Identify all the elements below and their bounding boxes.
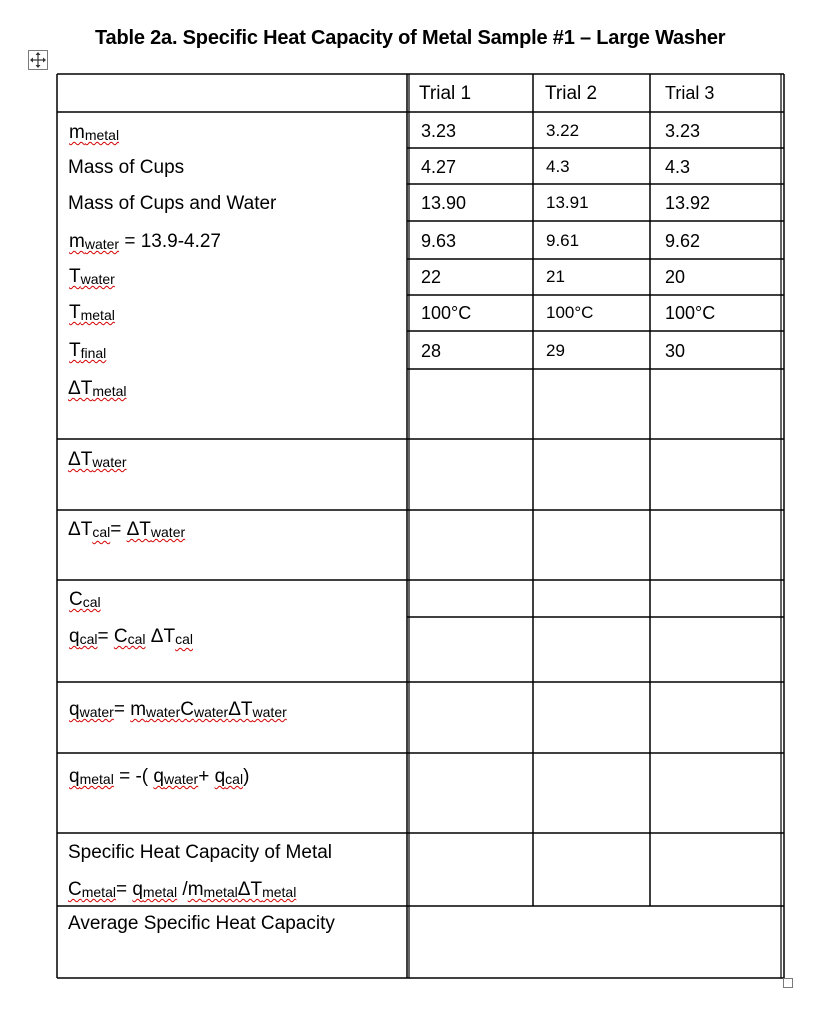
cell-t-water-1: 22 (421, 267, 442, 287)
table-move-handle[interactable] (28, 50, 48, 70)
cell-mass-cups-2: 4.3 (546, 157, 570, 176)
cell-t-metal-1: 100°C (421, 303, 472, 323)
cell-m-water-1: 9.63 (421, 231, 457, 251)
cell-m-metal-1: 3.23 (421, 121, 457, 141)
cell-t-final-3: 30 (665, 341, 686, 361)
cell-t-final-2: 29 (546, 341, 565, 360)
label-m-water: mwater = 13.9-4.27 (69, 231, 222, 252)
cell-mass-cups-water-1: 13.90 (421, 193, 467, 213)
label-dt-water: ΔTwater (68, 449, 127, 470)
cell-mass-cups-3: 4.3 (665, 157, 691, 177)
cell-mass-cups-water-3: 13.92 (665, 193, 711, 213)
label-q-cal: qcal= Ccal ΔTcal (69, 626, 193, 647)
cell-t-water-2: 21 (546, 267, 565, 286)
label-q-metal: qmetal = -( qwater+ qcal) (69, 766, 250, 787)
cell-m-water-3: 9.62 (665, 231, 701, 251)
cell-mass-cups-water-2: 13.91 (546, 193, 589, 212)
cell-m-metal-2: 3.22 (546, 121, 580, 140)
label-m-metal: mmetal (69, 122, 120, 143)
cell-mass-cups-1: 4.27 (421, 157, 457, 177)
label-t-water: Twater (69, 266, 115, 287)
label-average: Average Specific Heat Capacity (68, 913, 335, 934)
header-trial-1: Trial 1 (419, 83, 472, 104)
cell-t-final-1: 28 (421, 341, 442, 361)
table-title: Table 2a. Specific Heat Capacity of Metal Sample #1 – Large Washer (95, 27, 726, 49)
cell-m-water-2: 9.61 (546, 231, 580, 250)
move-arrows-icon (29, 51, 47, 69)
table-resize-handle[interactable] (783, 978, 793, 988)
label-dt-metal: ΔTmetal (68, 378, 127, 399)
cell-t-metal-2: 100°C (546, 303, 594, 322)
label-mass-cups-water: Mass of Cups and Water (68, 193, 277, 214)
label-dt-cal: ΔTcal= ΔTwater (68, 519, 186, 540)
label-c-metal: Cmetal= qmetal /mmetalΔTmetal (68, 879, 297, 900)
label-t-final: Tfinal (69, 340, 107, 361)
label-mass-of-cups: Mass of Cups (68, 157, 185, 178)
label-specific-heat: Specific Heat Capacity of Metal (68, 842, 333, 863)
header-trial-2: Trial 2 (545, 83, 598, 104)
label-t-metal: Tmetal (69, 302, 115, 323)
label-c-cal: Ccal (69, 589, 101, 610)
header-trial-3: Trial 3 (665, 83, 715, 103)
label-q-water: qwater= mwaterCwaterΔTwater (69, 699, 287, 720)
cell-t-metal-3: 100°C (665, 303, 716, 323)
cell-m-metal-3: 3.23 (665, 121, 701, 141)
cell-t-water-3: 20 (665, 267, 686, 287)
